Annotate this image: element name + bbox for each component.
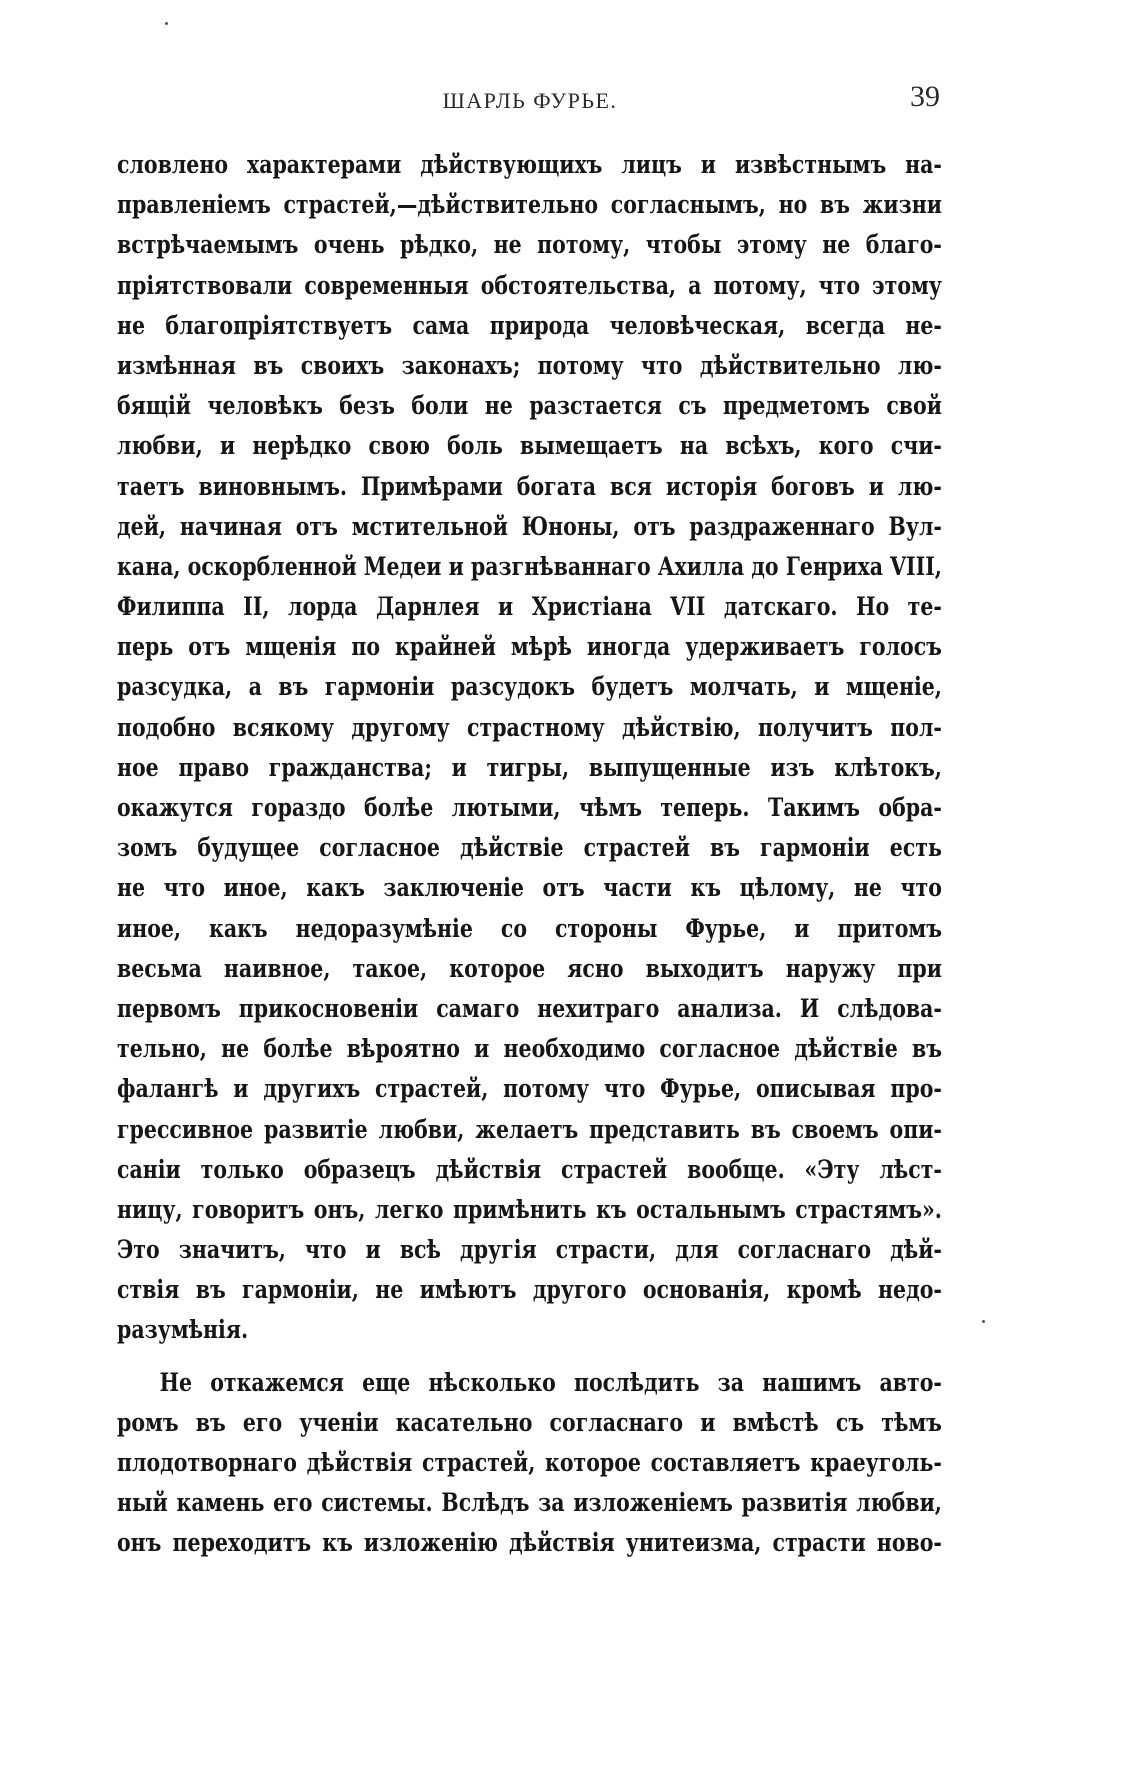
text-line: Это значитъ, что и всѣ другія страсти, для согласнаго дѣй- [117, 1235, 942, 1265]
text-line: Не откажемся еще нѣсколько послѣдить за нашимъ авто- [159, 1367, 942, 1397]
text-line: иное, какъ недоразумѣніе со стороны Фурье, и притомъ [117, 913, 942, 943]
text-line: словлено характерами дѣйствующихъ лицъ и извѣстнымъ на- [117, 150, 942, 179]
paragraph-2 [117, 1363, 942, 1564]
text-line: не что иное, какъ заключеніе отъ части къ цѣлому, не что [117, 873, 942, 903]
text-line: разсудка, а въ гармоніи разсудокъ будетъ молчать, и мщеніе, [117, 672, 942, 702]
text-line: измѣнная въ своихъ законахъ; потому что дѣйствительно лю- [117, 350, 942, 380]
text-line: дей, начиная отъ мстительной Юноны, отъ раздраженнаго Вул- [117, 511, 942, 541]
text-line: зомъ будущее согласное дѣйствіе страстей въ гармоніи есть [117, 833, 942, 863]
text-line: онъ переходитъ къ изложенію дѣйствія унитеизма, страсти ново- [117, 1528, 942, 1558]
paragraph-gap [117, 1351, 942, 1363]
text-line: пріятствовали современныя обстоятельства, а потому, что этому [117, 270, 942, 300]
text-line: Филиппа II, лорда Дарнлея и Христіана VII датскаго. Но те- [117, 592, 942, 622]
text-line: грессивное развитіе любви, желаетъ представить въ своемъ опи- [117, 1114, 942, 1144]
text-line: ное право гражданства; и тигры, выпущенные изъ клѣтокъ, [117, 752, 942, 782]
text-line: встрѣчаемымъ очень рѣдко, не потому, чтобы этому не благо- [117, 230, 942, 260]
text-line: ницу, говоритъ онъ, легко примѣнить къ остальнымъ страстямъ». [117, 1194, 942, 1224]
text-line: первомъ прикосновеніи самаго нехитраго анализа. И слѣдова- [117, 993, 942, 1023]
running-title: ШАРЛЬ ФУРЬЕ. [442, 88, 618, 113]
text-line: разумѣнія. [117, 1315, 249, 1345]
text-line: подобно всякому другому страстному дѣйствію, получитъ пол- [117, 712, 942, 742]
paragraph-1 [117, 145, 942, 1351]
running-head [120, 80, 940, 124]
text-line: правленіемъ страстей,—дѣйствительно согласнымъ, но въ жизни [117, 190, 942, 220]
paper-speck [165, 22, 168, 25]
text-line: таетъ виновнымъ. Примѣрами богата вся исторія боговъ и лю- [117, 471, 942, 501]
text-line: тельно, не болѣе вѣроятно и необходимо согласное дѣйствіе въ [117, 1034, 942, 1064]
text-line: кана, оскорбленной Медеи и разгнѣваннаго Ахилла до Генриха VIII, [117, 551, 942, 581]
text-line: весьма наивное, такое, которое ясно выходитъ наружу при [117, 953, 942, 983]
text-line: не благопріятствуетъ сама природа человѣческая, всегда не- [117, 310, 942, 340]
text-line: фалангѣ и другихъ страстей, потому что Фурье, описывая про- [117, 1074, 942, 1104]
text-line: любви, и нерѣдко свою боль вымещаетъ на всѣхъ, кого счи- [117, 431, 942, 461]
text-line: саніи только образецъ дѣйствія страстей вообще. «Эту лѣст- [117, 1154, 942, 1184]
text-line: бящій человѣкъ безъ боли не разстается съ предметомъ свой [117, 391, 942, 421]
page-number: 39 [910, 80, 940, 113]
text-line: перь отъ мщенія по крайней мѣрѣ иногда удерживаетъ голосъ [117, 632, 942, 662]
text-line: ромъ въ его ученіи касательно согласнаго и вмѣстѣ съ тѣмъ [117, 1407, 942, 1437]
text-line: плодотворнаго дѣйствія страстей, которое составляетъ краеуголь- [117, 1448, 942, 1477]
text-line: ный камень его системы. Вслѣдъ за изложеніемъ развитія любви, [117, 1488, 942, 1518]
text-line: окажутся гораздо болѣе лютыми, чѣмъ теперь. Такимъ обра- [117, 793, 942, 822]
text-line: ствія въ гармоніи, не имѣютъ другого основанія, кромѣ недо- [117, 1275, 942, 1305]
body-text [117, 145, 942, 1564]
paper-speck [982, 1320, 985, 1323]
